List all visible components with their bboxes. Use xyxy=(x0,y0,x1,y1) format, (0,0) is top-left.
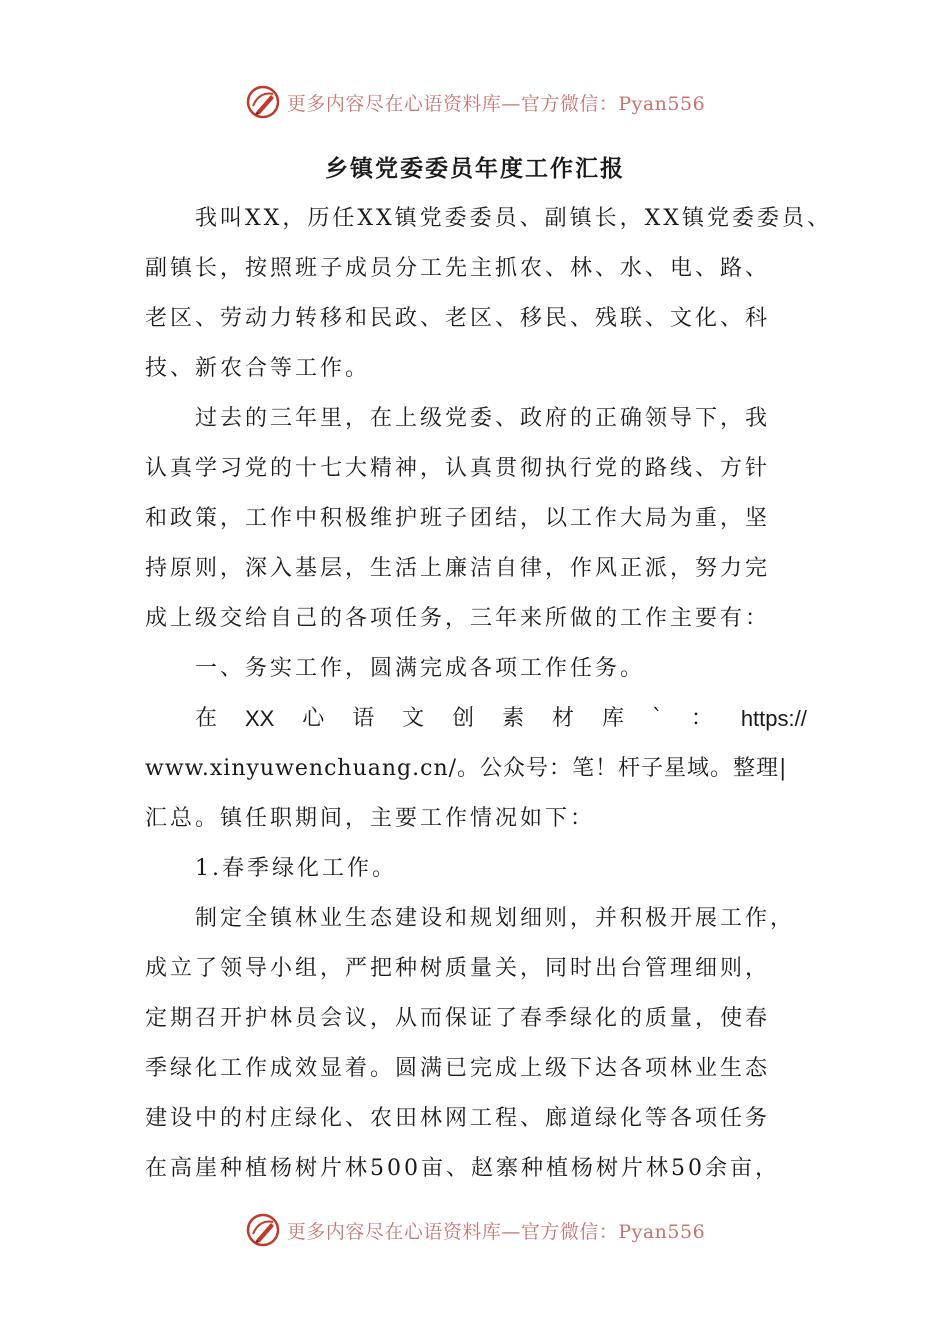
paragraph-line: 老区、劳动力转移和民政、老区、移民、残联、文化、科 xyxy=(145,306,771,331)
justified-word: 心 xyxy=(302,706,325,731)
justified-word: 库 xyxy=(601,706,624,731)
paragraph-line: 持原则，深入基层，生活上廉洁自律，作风正派，努力完 xyxy=(145,556,771,581)
justified-word: 创 xyxy=(452,706,475,731)
header-watermark-banner xyxy=(0,82,950,122)
paragraph-line: 建设中的村庄绿化、农田林网工程、廊道绿化等各项任务 xyxy=(145,1106,771,1131)
paragraph-line: 技、新农合等工作。 xyxy=(145,356,371,381)
paragraph-line: 成立了领导小组，严把种树质量关，同时出台管理细则， xyxy=(145,956,771,981)
url-link-start: https:// xyxy=(740,706,807,731)
document-title: 乡镇党委委员年度工作汇报 xyxy=(325,155,625,182)
justified-word: 在 xyxy=(195,706,218,731)
subsection-heading: 1.春季绿化工作。 xyxy=(195,856,397,881)
justified-word: 素 xyxy=(502,706,525,731)
justified-word: 文 xyxy=(402,706,425,731)
section-heading: 一、务实工作，圆满完成各项工作任务。 xyxy=(195,656,646,681)
justified-word: 语 xyxy=(352,706,375,731)
paragraph-line: 定期召开护林员会议，从而保证了春季绿化的质量，使春 xyxy=(145,1006,771,1031)
justified-word: ` xyxy=(651,706,663,731)
paragraph-line: 季绿化工作成效显着。圆满已完成上级下达各项林业生态 xyxy=(145,1056,771,1081)
pen-logo-icon xyxy=(245,1212,281,1248)
justified-line xyxy=(145,694,807,744)
justified-word: ： xyxy=(690,706,713,731)
paragraph-line: 认真学习党的十七大精神，认真贯彻执行党的路线、方针 xyxy=(145,456,771,481)
watermark-text: 更多内容尽在心语资料库—官方微信：Pyan556 xyxy=(286,1220,706,1243)
document-body xyxy=(145,194,832,1194)
paragraph-line: 制定全镇林业生态建设和规划细则，并积极开展工作， xyxy=(195,906,796,931)
paragraph-line: 汇总。镇任职期间，主要工作情况如下： xyxy=(145,806,596,831)
watermark-text: 更多内容尽在心语资料库—官方微信：Pyan556 xyxy=(286,92,706,115)
paragraph-line: 在高崖种植杨树片林500亩、赵寨种植杨树片林50余亩， xyxy=(145,1156,780,1181)
pen-logo-icon xyxy=(245,84,281,120)
justified-word: XX xyxy=(244,706,275,731)
justified-word: 材 xyxy=(552,706,575,731)
paragraph-line: 过去的三年里，在上级党委、政府的正确领导下，我 xyxy=(195,406,771,431)
paragraph-line: www.xinyuwenchuang.cn/。公众号：笔！杆子星域。整理| xyxy=(145,756,788,781)
paragraph-line: 和政策，工作中积极维护班子团结，以工作大局为重，坚 xyxy=(145,506,771,531)
paragraph-line: 成上级交给自己的各项任务，三年来所做的工作主要有： xyxy=(145,606,771,631)
paragraph-line: 我叫XX，历任XX镇党委委员、副镇长，XX镇党委委员、 xyxy=(195,206,832,231)
footer-watermark-banner xyxy=(0,1210,950,1250)
paragraph-line: 副镇长，按照班子成员分工先主抓农、林、水、电、路、 xyxy=(145,256,771,281)
